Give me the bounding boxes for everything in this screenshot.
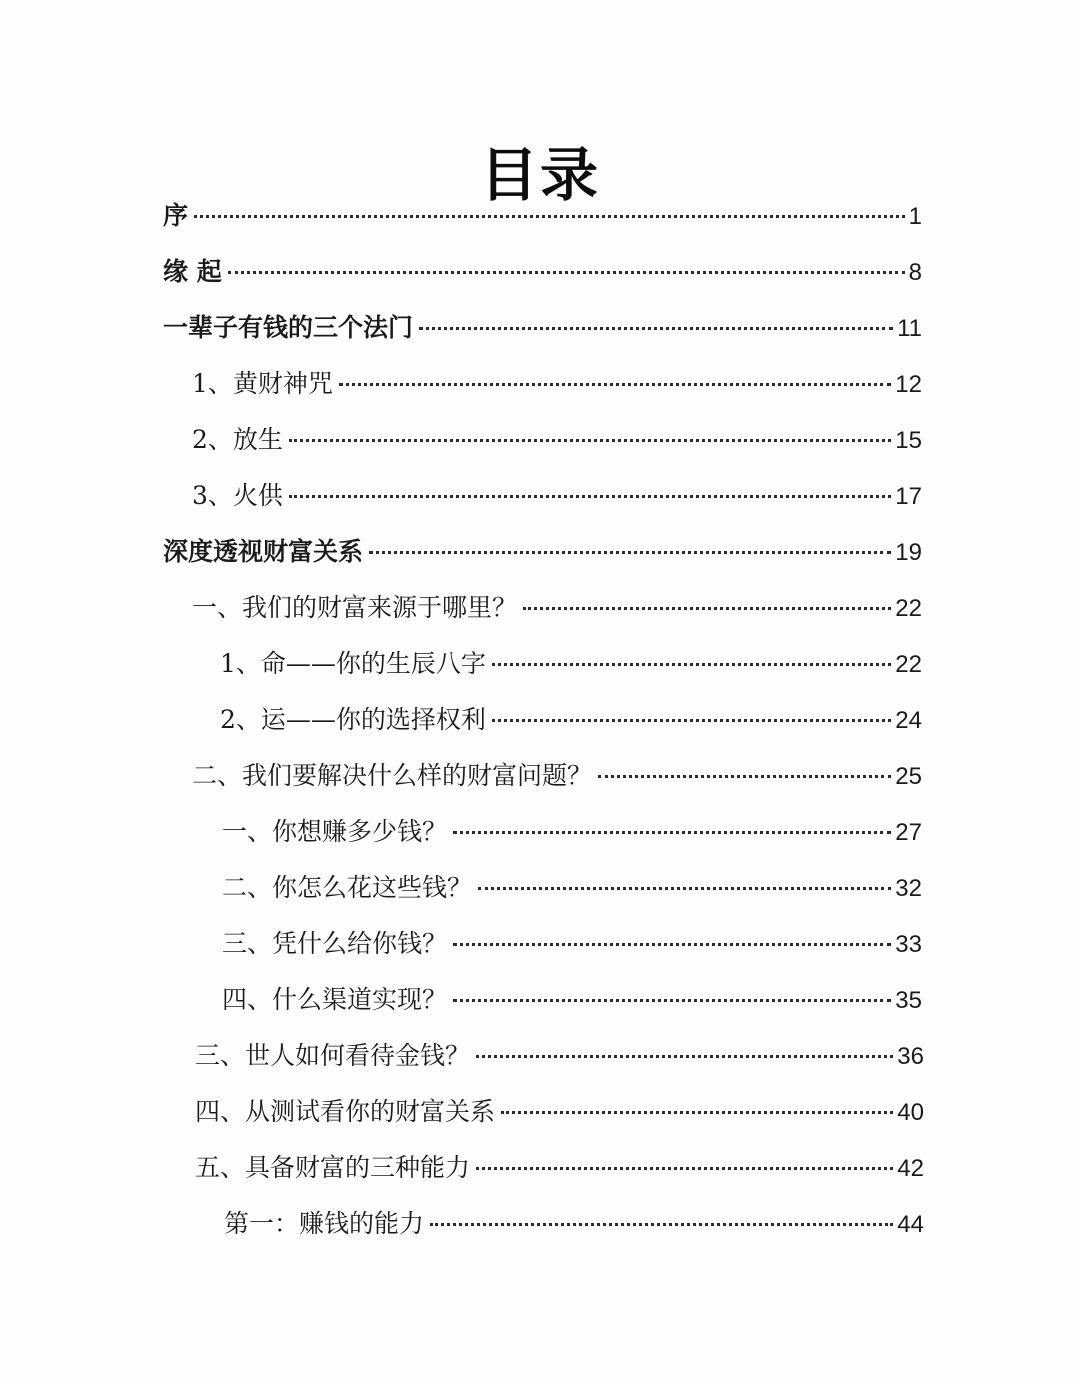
toc-entry-page: 11 <box>897 315 922 342</box>
page-title: 目录 <box>479 141 600 209</box>
toc-entry-page: 32 <box>895 875 922 902</box>
toc-entry[interactable] <box>163 252 922 292</box>
toc-entry-label: 一辈子有钱的三个法门 <box>163 313 414 342</box>
toc-leader-dots <box>194 215 905 218</box>
toc-leader-dots <box>369 551 891 554</box>
toc-leader-dots <box>430 1223 893 1226</box>
toc-leader-dots <box>453 943 891 946</box>
toc-entry-label: 深度透视财富关系 <box>163 537 364 566</box>
toc-entry-page: 1 <box>908 203 922 230</box>
toc-leader-dots <box>492 719 891 722</box>
toc-entry-page: 42 <box>897 1155 924 1182</box>
toc-entry[interactable] <box>192 420 922 460</box>
toc-entry-page: 33 <box>895 931 922 958</box>
toc-entry-label: 四、从测试看你的财富关系 <box>195 1097 496 1126</box>
toc-leader-dots <box>476 1055 893 1058</box>
toc-entry-page: 35 <box>895 987 922 1014</box>
toc-entry[interactable] <box>192 756 922 796</box>
toc-entry-page: 25 <box>895 763 922 790</box>
toc-leader-dots <box>419 327 893 330</box>
toc-leader-dots <box>228 271 905 274</box>
toc-leader-dots <box>289 495 891 498</box>
toc-entry-label: 3、火供 <box>192 481 283 510</box>
toc-entry-label: 缘 起 <box>163 257 222 286</box>
toc-entry[interactable] <box>195 1036 924 1076</box>
toc-entry-page: 17 <box>895 483 922 510</box>
toc-entry[interactable] <box>192 476 922 516</box>
toc-entry-page: 15 <box>895 427 922 454</box>
toc-leader-dots <box>492 663 891 666</box>
toc-entry[interactable] <box>195 1148 924 1188</box>
toc-entry[interactable] <box>192 588 922 628</box>
toc-entry[interactable] <box>222 924 922 964</box>
toc-entry[interactable] <box>224 1204 924 1244</box>
toc-leader-dots <box>453 999 891 1002</box>
toc-leader-dots <box>476 1167 893 1170</box>
toc-entry-label: 1、命——你的生辰八字 <box>220 649 486 678</box>
toc-entry[interactable] <box>222 812 922 852</box>
toc-leader-dots <box>478 887 891 890</box>
toc-entry-page: 36 <box>897 1043 924 1070</box>
toc-entry[interactable] <box>163 196 922 236</box>
toc-entry-label: 四、什么渠道实现？ <box>222 985 448 1014</box>
toc-entry-label: 五、具备财富的三种能力 <box>195 1153 471 1182</box>
toc-entry-page: 40 <box>897 1099 924 1126</box>
toc-leader-dots <box>453 831 891 834</box>
toc-entry[interactable] <box>192 364 922 404</box>
toc-entry-label: 序 <box>163 201 189 230</box>
toc-entry[interactable] <box>222 980 922 1020</box>
toc-leader-dots <box>501 1111 893 1114</box>
toc-entry[interactable] <box>222 868 922 908</box>
toc-entry-label: 2、运——你的选择权利 <box>220 705 486 734</box>
toc-entry-page: 22 <box>895 651 922 678</box>
toc-entry-page: 22 <box>895 595 922 622</box>
toc-entry-label: 一、你想赚多少钱？ <box>222 817 448 846</box>
toc-entry[interactable] <box>195 1092 924 1132</box>
toc-entry[interactable] <box>163 308 922 348</box>
toc-entry-page: 8 <box>908 259 922 286</box>
toc-entry-label: 1、黄财神咒 <box>192 369 333 398</box>
toc-entry-label: 2、放生 <box>192 425 283 454</box>
toc-leader-dots <box>289 439 891 442</box>
toc-entry-page: 27 <box>895 819 922 846</box>
toc-entry-label: 三、凭什么给你钱？ <box>222 929 448 958</box>
toc-entry-page: 12 <box>895 371 922 398</box>
toc-leader-dots <box>523 607 891 610</box>
toc-leader-dots <box>339 383 891 386</box>
toc-entry-page: 19 <box>895 539 922 566</box>
toc-entry[interactable] <box>220 644 922 684</box>
toc-entry-label: 第一：赚钱的能力 <box>224 1209 425 1238</box>
toc-entry-page: 44 <box>897 1211 924 1238</box>
toc-entry-page: 24 <box>895 707 922 734</box>
toc-leader-dots <box>598 775 891 778</box>
toc-entry-label: 三、世人如何看待金钱？ <box>195 1041 471 1070</box>
toc-entry[interactable] <box>163 532 922 572</box>
toc-entry-label: 二、我们要解决什么样的财富问题？ <box>192 761 593 790</box>
toc-entry-label: 一、我们的财富来源于哪里？ <box>192 593 518 622</box>
toc-entry-label: 二、你怎么花这些钱？ <box>222 873 473 902</box>
toc-entry[interactable] <box>220 700 922 740</box>
